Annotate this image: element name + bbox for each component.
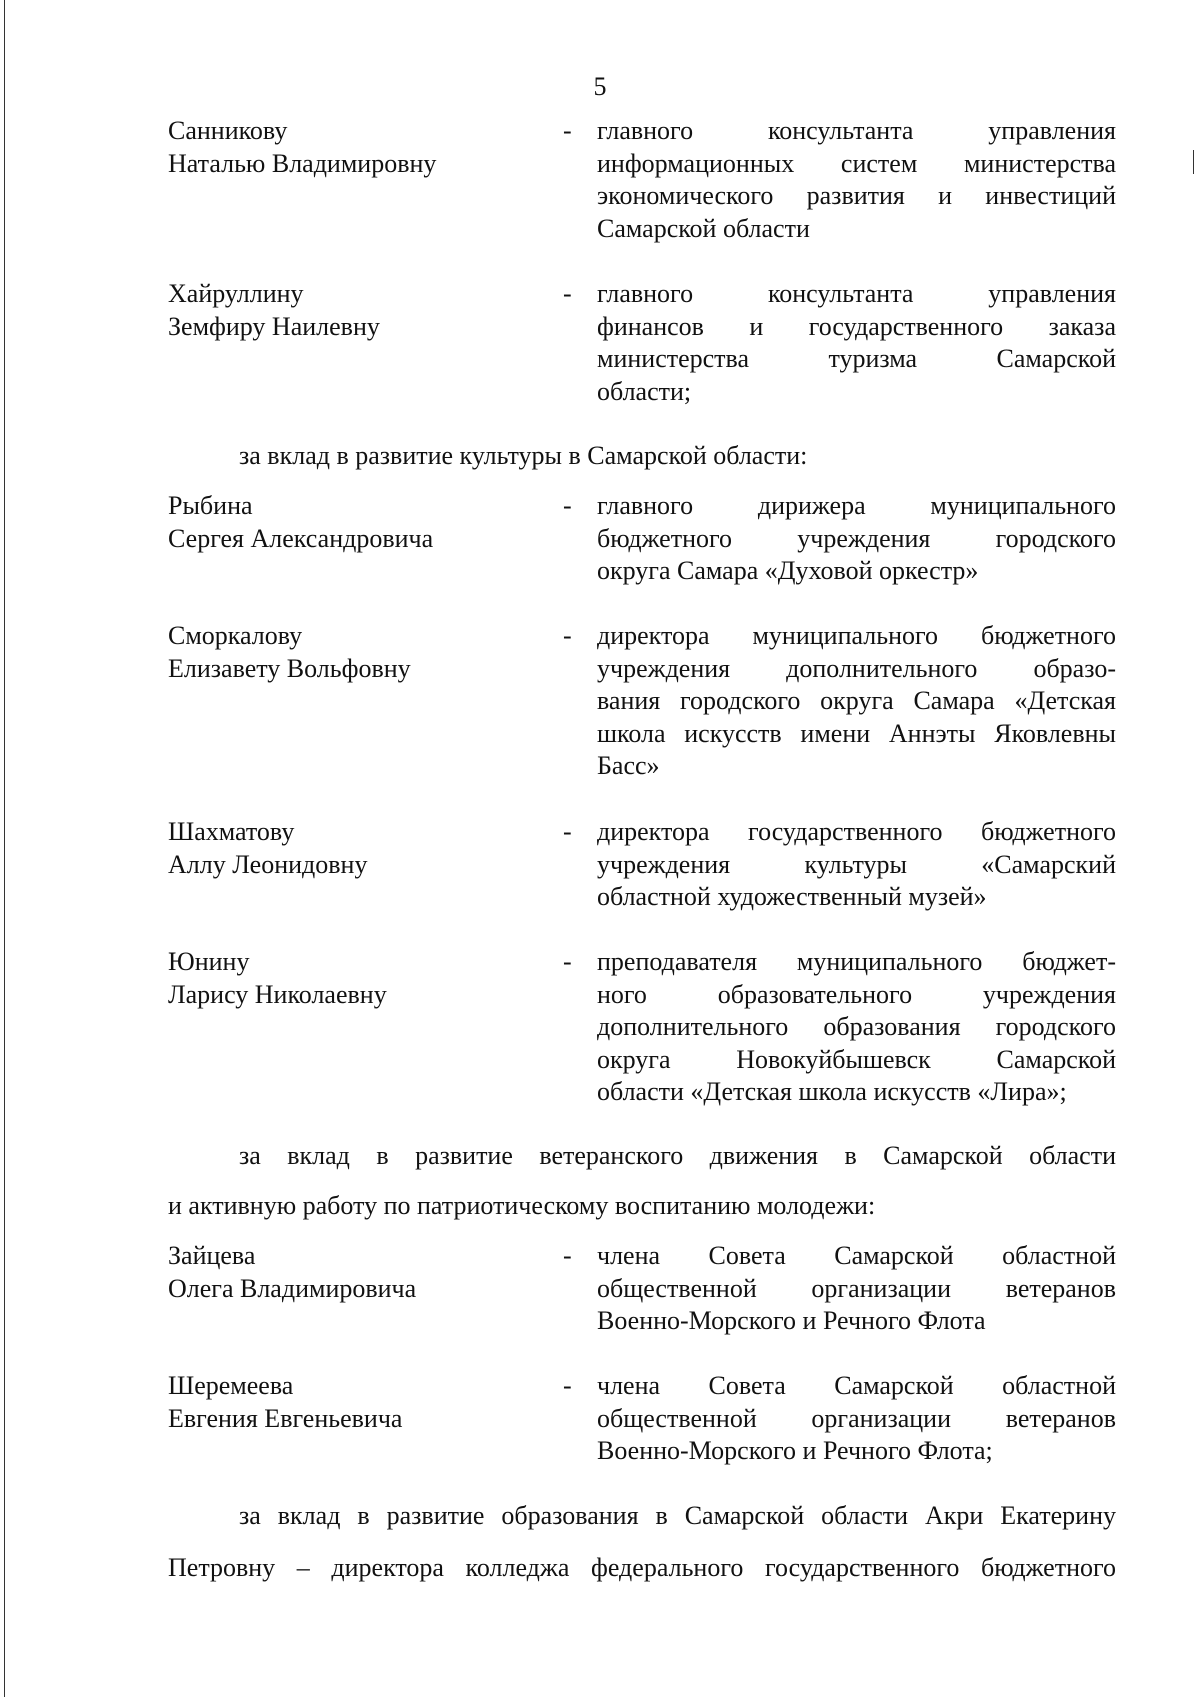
person-position: главного консультанта управления финансов и государственного заказа министерства туризма Самарской области;: [597, 279, 1116, 406]
person-position: главного дирижера муниципального бюджетного учреждения городского округа Самара «Духовой оркестр»: [597, 491, 1116, 585]
dash: -: [563, 279, 572, 308]
scan-edge-left: [4, 0, 5, 1697]
dash: -: [563, 491, 572, 520]
person-name: Шахматову Аллу Леонидовну: [168, 817, 368, 879]
person-name: Юнину Ларису Николаевну: [168, 947, 387, 1009]
person-name: Шеремеева Евгения Евгеньевича: [168, 1371, 403, 1433]
page-number: 5: [593, 72, 607, 101]
section-heading: за вклад в развитие культуры в Самарской области:: [239, 441, 808, 470]
dash: -: [563, 1371, 572, 1400]
scan-mark-right: [1193, 150, 1194, 174]
person-name: Рыбина Сергея Александровича: [168, 491, 434, 553]
person-position: директора муниципального бюджетного учреждения дополнительного образо- вания городского округа Самара «Детская школа искусств имени Аннэты Яковлевны Басс»: [597, 621, 1116, 780]
person-name: Санникову Наталью Владимировну: [168, 116, 437, 178]
dash: -: [563, 947, 572, 976]
person-position: преподавателя муниципального бюджет- ного образовательного учреждения дополнительного образования городского округа Новокуйбышевск Самарской области «Детская школа искусств «Лира»;: [597, 947, 1116, 1106]
person-name: Сморкалову Елизавету Вольфовну: [168, 621, 411, 683]
section-heading: за вклад в развитие ветеранского движения в Самарской области и активную работу по патриотическому воспитанию молодежи:: [168, 1141, 1116, 1220]
person-position: директора государственного бюджетного учреждения культуры «Самарский областной художественный музей»: [597, 817, 1116, 911]
person-name: Хайруллину Земфиру Наилевну: [168, 279, 380, 341]
dash: -: [563, 116, 572, 145]
person-position: главного консультанта управления информационных систем министерства экономического развития и инвестиций Самарской области: [597, 116, 1116, 243]
dash: -: [563, 1241, 572, 1270]
dash: -: [563, 817, 572, 846]
person-position: члена Совета Самарской областной общественной организации ветеранов Военно-Морского и Речного Флота: [597, 1241, 1116, 1335]
section-heading: за вклад в развитие образования в Самарской области Акри Екатерину Петровну – директора колледжа федерального государственного бюджетного: [168, 1501, 1116, 1582]
dash: -: [563, 621, 572, 650]
person-name: Зайцева Олега Владимировича: [168, 1241, 417, 1303]
person-position: члена Совета Самарской областной общественной организации ветеранов Военно-Морского и Речного Флота;: [597, 1371, 1116, 1465]
